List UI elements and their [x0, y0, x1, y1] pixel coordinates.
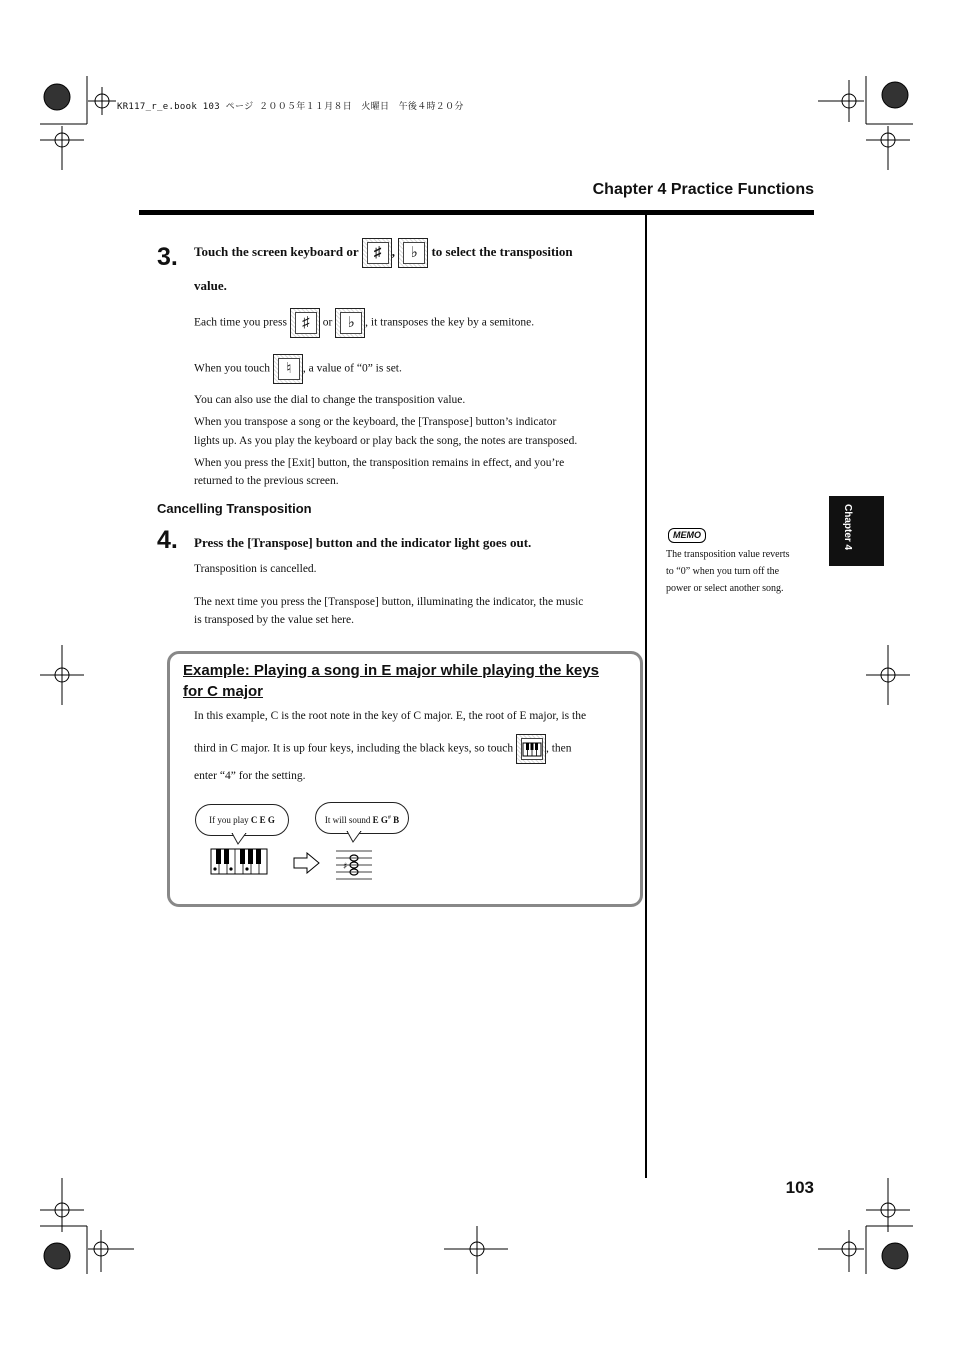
- bubble-right-notes-2: B: [390, 815, 400, 825]
- exit-line-1: When you press the [Exit] button, the transposition remains in effect, and you’re: [194, 457, 565, 469]
- when-touch-after: , a value of “0” is set.: [302, 362, 402, 375]
- indicator-line-2: lights up. As you play the keyboard or play back the song, the notes are transposed.: [194, 435, 578, 447]
- next-time-line-1: The next time you press the [Transpose] button, illuminating the indicator, the music: [194, 596, 584, 608]
- memo-line-1: The transposition value reverts: [666, 549, 790, 560]
- step-3-instruction: [194, 238, 634, 268]
- next-time-line-2: is transposed by the value set here.: [194, 614, 354, 626]
- example-title-line-1: Example: Playing a song in E major while playing the keys: [183, 662, 599, 679]
- bubble-if-you-play: [195, 804, 289, 836]
- bubble-it-will-sound: [315, 802, 409, 834]
- sharp-key-icon: ♯: [362, 238, 392, 268]
- step-3-text-line2: value.: [194, 278, 227, 293]
- staff-notation: [334, 845, 376, 881]
- step-4-instruction: Press the [Transpose] button and the indicator light goes out.: [194, 535, 532, 550]
- indicator-line-1: When you transpose a song or the keyboard, the [Transpose] button’s indicator: [194, 416, 557, 428]
- step-3-comma: ,: [391, 243, 395, 259]
- header-rule: [139, 210, 814, 215]
- exit-line-2: returned to the previous screen.: [194, 475, 339, 487]
- each-time-or: or: [322, 316, 333, 329]
- chapter-side-tab: [829, 496, 884, 566]
- bubble-left-notes: C E G: [250, 815, 275, 825]
- cancel-heading: Cancelling Transposition: [157, 501, 312, 516]
- natural-key-icon: ♮: [273, 354, 303, 384]
- print-header: KR117_r_e.book 103 ページ ２００５年１１月８日 火曜日 午後４時２０分: [117, 102, 464, 112]
- bubble-left-tail: [230, 833, 250, 845]
- step-3-number: 3.: [157, 243, 178, 271]
- example-line-3: enter “4” for the setting.: [194, 770, 306, 782]
- when-touch-paragraph: [194, 354, 634, 384]
- page-number: 103: [785, 1178, 814, 1197]
- each-time-before: Each time you press: [194, 316, 287, 329]
- step-3-text-before: Touch the screen keyboard or: [194, 243, 359, 259]
- example-title: [183, 660, 633, 702]
- piano-keys-illustration: [210, 848, 270, 876]
- each-time-after: , it transposes the key by a semitone.: [365, 316, 535, 329]
- memo-line-3: power or select another song.: [666, 583, 784, 594]
- flat-key-icon: ♭: [335, 308, 365, 338]
- step-3-text-after: to select the transposition: [431, 243, 573, 259]
- cancelled-text: Transposition is cancelled.: [194, 563, 317, 575]
- when-touch-before: When you touch: [194, 362, 271, 375]
- chapter-header: Chapter 4 Practice Functions: [592, 181, 814, 198]
- example-line-2-after: , then: [545, 742, 572, 755]
- keyboard-icon: [516, 734, 546, 764]
- bubble-right-prefix: It will sound: [324, 815, 373, 825]
- bubble-right-sharp: #: [387, 815, 391, 821]
- memo-text: [666, 546, 816, 597]
- memo-icon: MEMO: [668, 528, 706, 543]
- dial-paragraph: You can also use the dial to change the transposition value.: [194, 394, 466, 406]
- chapter-side-tab-label: Chapter 4: [842, 504, 853, 551]
- example-title-line-2: for C major: [183, 683, 264, 700]
- example-line-2-before: third in C major. It is up four keys, including the black keys, so touch: [194, 742, 514, 755]
- memo-line-2: to “0” when you turn off the: [666, 566, 780, 577]
- column-rule: [645, 215, 647, 1178]
- example-line-2: [194, 734, 634, 764]
- step-4-number: 4.: [157, 526, 178, 554]
- bubble-right-notes: E G: [372, 815, 388, 825]
- flat-key-icon: ♭: [398, 238, 428, 268]
- svg-text:♯: ♯: [343, 862, 348, 872]
- bubble-left-prefix: If you play: [209, 815, 251, 825]
- bubble-right-tail: [345, 831, 365, 843]
- each-time-paragraph: [194, 308, 634, 338]
- arrow-right-icon: [293, 852, 321, 874]
- example-line-1: In this example, C is the root note in the key of C major. E, the root of E major, is the: [194, 710, 587, 722]
- sharp-key-icon: ♯: [290, 308, 320, 338]
